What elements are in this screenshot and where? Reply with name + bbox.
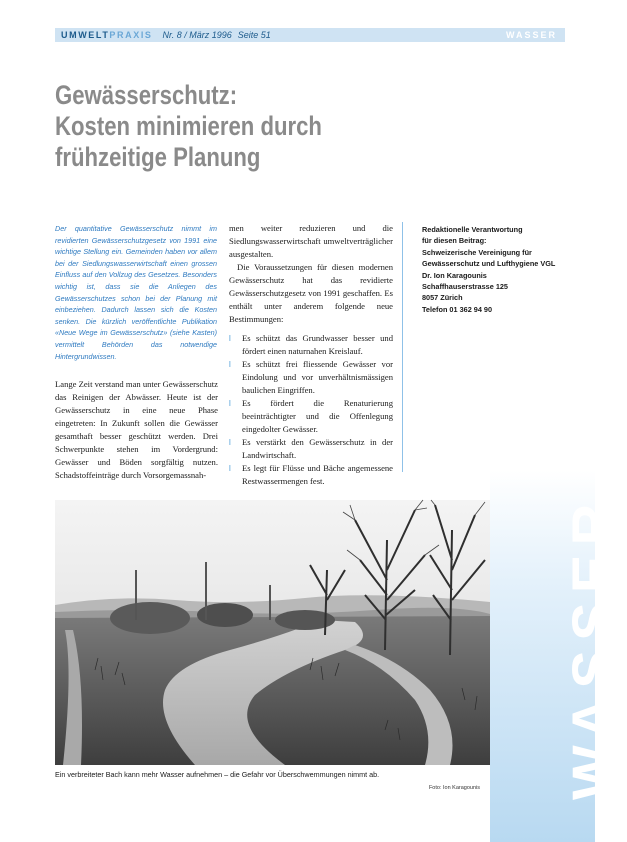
- vertical-section-word: WASSER: [561, 494, 626, 800]
- header-bar: [55, 28, 565, 42]
- page-number: Seite 51: [237, 30, 271, 40]
- sidebar-line: Telefon 01 362 94 90: [422, 304, 493, 314]
- article-headline: [55, 80, 481, 173]
- col2-paragraph-1: men weiter reduzieren und die Siedlungswasserwirtschaft umweltverträglicher ausgestalten.: [229, 223, 393, 259]
- photo-credit: Foto: Ion Karagounis: [428, 785, 480, 791]
- headline-line-3: frühzeitige Planung: [55, 142, 261, 172]
- headline-line-1: Gewässerschutz:: [55, 80, 238, 110]
- list-item: l Es legt für Flüsse und Bäche angemessene Restwassermengen fest.: [229, 463, 393, 486]
- list-item: l Es verstärkt den Gewässerschutz in der Landwirtschaft.: [229, 437, 393, 460]
- column-divider: [402, 222, 403, 472]
- sidebar-line: für diesen Beitrag:: [422, 236, 487, 246]
- section-label: WASSER: [505, 30, 557, 40]
- bullet-marker: l: [229, 464, 231, 473]
- bullet-marker: l: [229, 438, 231, 447]
- lead-paragraph: Der quantitative Gewässerschutz nimmt im revidierten Gewässerschutzgesetz von 1991 eine wichtige Stellung ein. Gemeinden haben vor allem bei der Siedlungswasserwirtschaft einen grossen Einfluss auf den Vollzug des Gesetzes. Besonders wichtig ist, dass sie die Anliegen des Gewässerschutzes schon bei der Planung mit einbeziehen. Dadurch lassen sich die Kosten senken. Die kürzlich veröffentlichte Publikation «Neue Wege im Gewässerschutz» (siehe Kasten) vermittelt Behörden das notwendige Hintergrundwissen.: [55, 224, 217, 361]
- editorial-responsibility-box: [422, 224, 562, 315]
- issue-number: Nr. 8 / März 1996: [162, 30, 232, 40]
- provisions-list: [229, 332, 393, 488]
- list-item: l Es fördert die Renaturierung beeinträchtigter und die Offenlegung eingedolter Gewässer.: [229, 398, 393, 434]
- list-item: l Es schützt das Grundwasser besser und fördert einen naturnahen Kreislauf.: [229, 333, 393, 356]
- body-column-2: [229, 222, 393, 488]
- sidebar-line: Gewässerschutz und Lufthygiene VGL: [422, 259, 556, 269]
- brand-light: PRAXIS: [109, 30, 153, 40]
- list-item: l Es schützt frei fliessende Gewässer vor Eindolung und vor unverhältnismässigen baulichen Eingriffen.: [229, 359, 393, 395]
- sidebar-line: Dr. Ion Karagounis: [422, 270, 487, 280]
- bullet-marker: l: [229, 399, 231, 408]
- sidebar-line: Redaktionelle Verantwortung: [422, 225, 523, 234]
- photo-caption: Ein verbreiteter Bach kann mehr Wasser aufnehmen – die Gefahr vor Überschwemmungen nimmt ab.: [55, 770, 380, 779]
- bullet-marker: l: [229, 360, 231, 369]
- sidebar-line: Schaffhauserstrasse 125: [422, 282, 508, 292]
- magazine-brand: [61, 30, 153, 40]
- headline-line-2: Kosten minimieren durch: [55, 111, 322, 141]
- sidebar-line: Schweizerische Vereinigung für: [422, 247, 532, 257]
- sidebar-line: 8057 Zürich: [422, 293, 463, 303]
- body-column-1: Lange Zeit verstand man unter Gewässerschutz das Reinigen der Abwässer. Heute ist der Gewässerschutz in eine neue Phase eingetreten: In Zukunft sollen die Gewässer gesamthaft besser geschützt werden. Drei Schwerpunkte stehen im Vordergrund: Gewässer und Böden sorgfältig nutzen. Schadstoffeinträge durch Vorsorgemassnah-: [55, 379, 218, 480]
- stream-photo: [55, 500, 490, 765]
- col2-paragraph-2: Die Voraussetzungen für diesen modernen Gewässerschutz hat das revidierte Gewässerschutzgesetz von 1991 geschaffen. Es enthält unter anderem folgende neue Bestimmungen:: [229, 262, 393, 324]
- brand-dark: UMWELT: [61, 30, 110, 40]
- bullet-marker: l: [229, 334, 231, 343]
